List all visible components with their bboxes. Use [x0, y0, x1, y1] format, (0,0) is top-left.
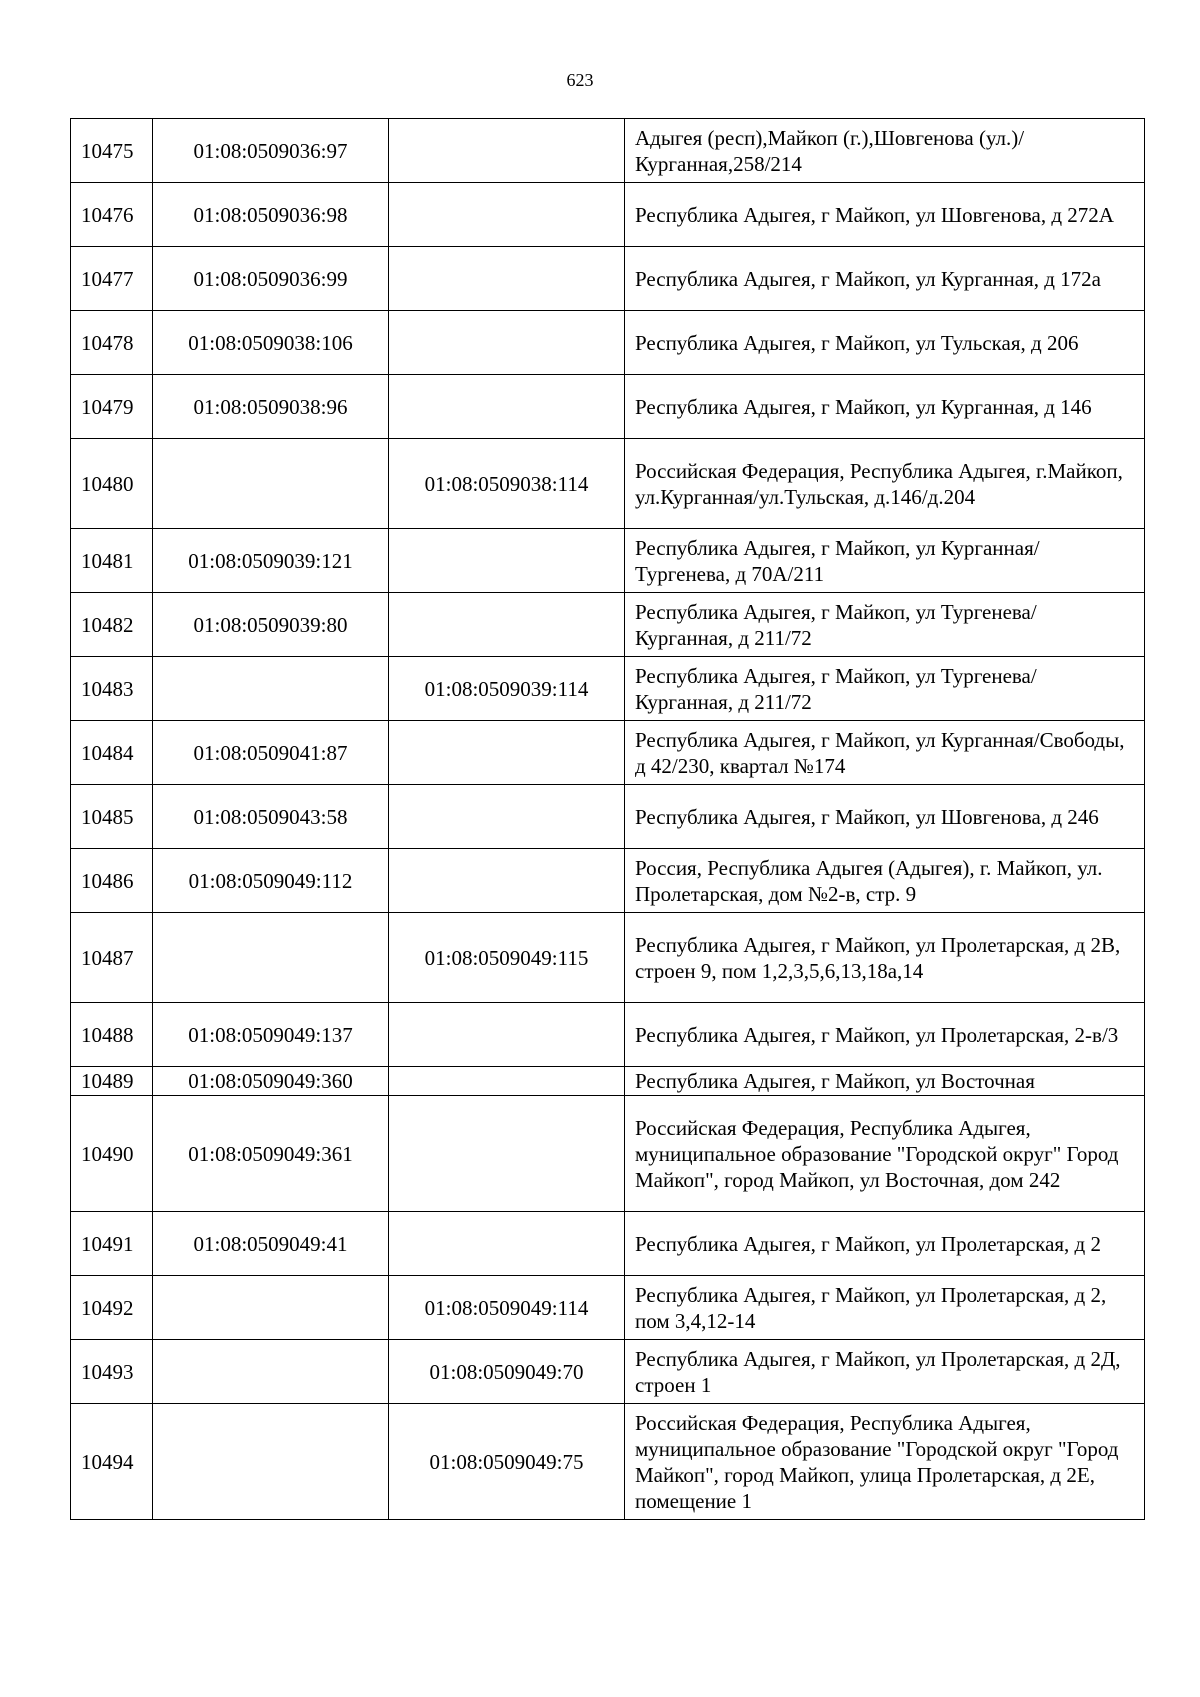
address-cell: Республика Адыгея, г Майкоп, ул Тульская, д 206	[625, 311, 1145, 375]
table-row	[71, 721, 1145, 785]
cadastral-number-cell: 01:08:0509039:121	[153, 529, 389, 593]
parent-cadastral-cell: 01:08:0509039:114	[389, 657, 625, 721]
registry-table	[70, 118, 1145, 1520]
table-row	[71, 593, 1145, 657]
table-row	[71, 529, 1145, 593]
address-cell: Республика Адыгея, г Майкоп, ул Пролетарская, д 2Д, строен 1	[625, 1340, 1145, 1404]
row-number-cell: 10475	[71, 119, 153, 183]
table-row	[71, 1067, 1145, 1096]
row-number-cell: 10480	[71, 439, 153, 529]
address-cell: Республика Адыгея, г Майкоп, ул Курганная/Свободы, д 42/230, квартал №174	[625, 721, 1145, 785]
table-row	[71, 1404, 1145, 1520]
cadastral-number-cell: 01:08:0509043:58	[153, 785, 389, 849]
row-number-cell: 10486	[71, 849, 153, 913]
address-cell: Республика Адыгея, г Майкоп, ул Пролетарская, 2-в/3	[625, 1003, 1145, 1067]
cadastral-number-cell: 01:08:0509049:137	[153, 1003, 389, 1067]
address-cell: Россия, Республика Адыгея (Адыгея), г. Майкоп, ул. Пролетарская, дом №2-в, стр. 9	[625, 849, 1145, 913]
cadastral-number-cell: 01:08:0509041:87	[153, 721, 389, 785]
cadastral-number-cell: 01:08:0509036:98	[153, 183, 389, 247]
parent-cadastral-cell: 01:08:0509038:114	[389, 439, 625, 529]
row-number-cell: 10491	[71, 1212, 153, 1276]
cadastral-number-cell	[153, 1404, 389, 1520]
cadastral-number-cell	[153, 439, 389, 529]
parent-cadastral-cell	[389, 1096, 625, 1212]
cadastral-number-cell: 01:08:0509049:361	[153, 1096, 389, 1212]
table-row	[71, 785, 1145, 849]
address-cell: Республика Адыгея, г Майкоп, ул Курганная, д 146	[625, 375, 1145, 439]
cadastral-number-cell	[153, 1276, 389, 1340]
cadastral-number-cell: 01:08:0509049:41	[153, 1212, 389, 1276]
parent-cadastral-cell: 01:08:0509049:70	[389, 1340, 625, 1404]
table-row	[71, 849, 1145, 913]
parent-cadastral-cell: 01:08:0509049:75	[389, 1404, 625, 1520]
row-number-cell: 10485	[71, 785, 153, 849]
parent-cadastral-cell	[389, 529, 625, 593]
address-cell: Республика Адыгея, г Майкоп, ул Шовгенова, д 272А	[625, 183, 1145, 247]
address-cell: Республика Адыгея, г Майкоп, ул Курганная, д 172а	[625, 247, 1145, 311]
table-row	[71, 1003, 1145, 1067]
parent-cadastral-cell	[389, 311, 625, 375]
table-row	[71, 657, 1145, 721]
address-cell: Республика Адыгея, г Майкоп, ул Пролетарская, д 2	[625, 1212, 1145, 1276]
parent-cadastral-cell	[389, 1003, 625, 1067]
row-number-cell: 10493	[71, 1340, 153, 1404]
table-row	[71, 1096, 1145, 1212]
row-number-cell: 10489	[71, 1067, 153, 1096]
cadastral-number-cell: 01:08:0509039:80	[153, 593, 389, 657]
cadastral-number-cell: 01:08:0509038:96	[153, 375, 389, 439]
row-number-cell: 10492	[71, 1276, 153, 1340]
address-cell: Республика Адыгея, г Майкоп, ул Восточная	[625, 1067, 1145, 1096]
address-cell: Адыгея (респ),Майкоп (г.),Шовгенова (ул.)/Курганная,258/214	[625, 119, 1145, 183]
parent-cadastral-cell	[389, 1212, 625, 1276]
address-cell: Республика Адыгея, г Майкоп, ул Курганная/Тургенева, д 70А/211	[625, 529, 1145, 593]
table-row	[71, 375, 1145, 439]
address-cell: Республика Адыгея, г Майкоп, ул Пролетарская, д 2, пом 3,4,12-14	[625, 1276, 1145, 1340]
parent-cadastral-cell	[389, 593, 625, 657]
table-row	[71, 439, 1145, 529]
row-number-cell: 10488	[71, 1003, 153, 1067]
parent-cadastral-cell	[389, 721, 625, 785]
cadastral-number-cell	[153, 913, 389, 1003]
row-number-cell: 10478	[71, 311, 153, 375]
row-number-cell: 10476	[71, 183, 153, 247]
cadastral-number-cell: 01:08:0509036:97	[153, 119, 389, 183]
row-number-cell: 10479	[71, 375, 153, 439]
registry-table-body	[71, 119, 1145, 1520]
address-cell: Российская Федерация, Республика Адыгея, муниципальное образование "Городской округ "Город Майкоп", город Майкоп, улица Пролетарская, д 2Е, помещение 1	[625, 1404, 1145, 1520]
address-cell: Республика Адыгея, г Майкоп, ул Шовгенова, д 246	[625, 785, 1145, 849]
address-cell: Республика Адыгея, г Майкоп, ул Тургенева/Курганная, д 211/72	[625, 593, 1145, 657]
cadastral-number-cell	[153, 657, 389, 721]
parent-cadastral-cell: 01:08:0509049:115	[389, 913, 625, 1003]
page-number: 623	[566, 70, 594, 90]
table-row	[71, 1276, 1145, 1340]
parent-cadastral-cell	[389, 785, 625, 849]
parent-cadastral-cell	[389, 247, 625, 311]
address-cell: Российская Федерация, Республика Адыгея, г.Майкоп, ул.Курганная/ул.Тульская, д.146/д.204	[625, 439, 1145, 529]
address-cell: Республика Адыгея, г Майкоп, ул Пролетарская, д 2В, строен 9, пом 1,2,3,5,6,13,18а,14	[625, 913, 1145, 1003]
table-row	[71, 183, 1145, 247]
parent-cadastral-cell	[389, 849, 625, 913]
parent-cadastral-cell: 01:08:0509049:114	[389, 1276, 625, 1340]
row-number-cell: 10483	[71, 657, 153, 721]
row-number-cell: 10481	[71, 529, 153, 593]
row-number-cell: 10484	[71, 721, 153, 785]
address-cell: Республика Адыгея, г Майкоп, ул Тургенева/Курганная, д 211/72	[625, 657, 1145, 721]
table-row	[71, 247, 1145, 311]
address-cell: Российская Федерация, Республика Адыгея, муниципальное образование "Городской округ" Город Майкоп", город Майкоп, ул Восточная, дом 242	[625, 1096, 1145, 1212]
table-row	[71, 913, 1145, 1003]
row-number-cell: 10482	[71, 593, 153, 657]
cadastral-number-cell	[153, 1340, 389, 1404]
parent-cadastral-cell	[389, 1067, 625, 1096]
table-row	[71, 311, 1145, 375]
table-row	[71, 1340, 1145, 1404]
row-number-cell: 10477	[71, 247, 153, 311]
cadastral-number-cell: 01:08:0509049:112	[153, 849, 389, 913]
row-number-cell: 10487	[71, 913, 153, 1003]
parent-cadastral-cell	[389, 375, 625, 439]
row-number-cell: 10490	[71, 1096, 153, 1212]
parent-cadastral-cell	[389, 183, 625, 247]
cadastral-number-cell: 01:08:0509038:106	[153, 311, 389, 375]
cadastral-number-cell: 01:08:0509049:360	[153, 1067, 389, 1096]
row-number-cell: 10494	[71, 1404, 153, 1520]
table-row	[71, 1212, 1145, 1276]
table-row	[71, 119, 1145, 183]
cadastral-number-cell: 01:08:0509036:99	[153, 247, 389, 311]
parent-cadastral-cell	[389, 119, 625, 183]
